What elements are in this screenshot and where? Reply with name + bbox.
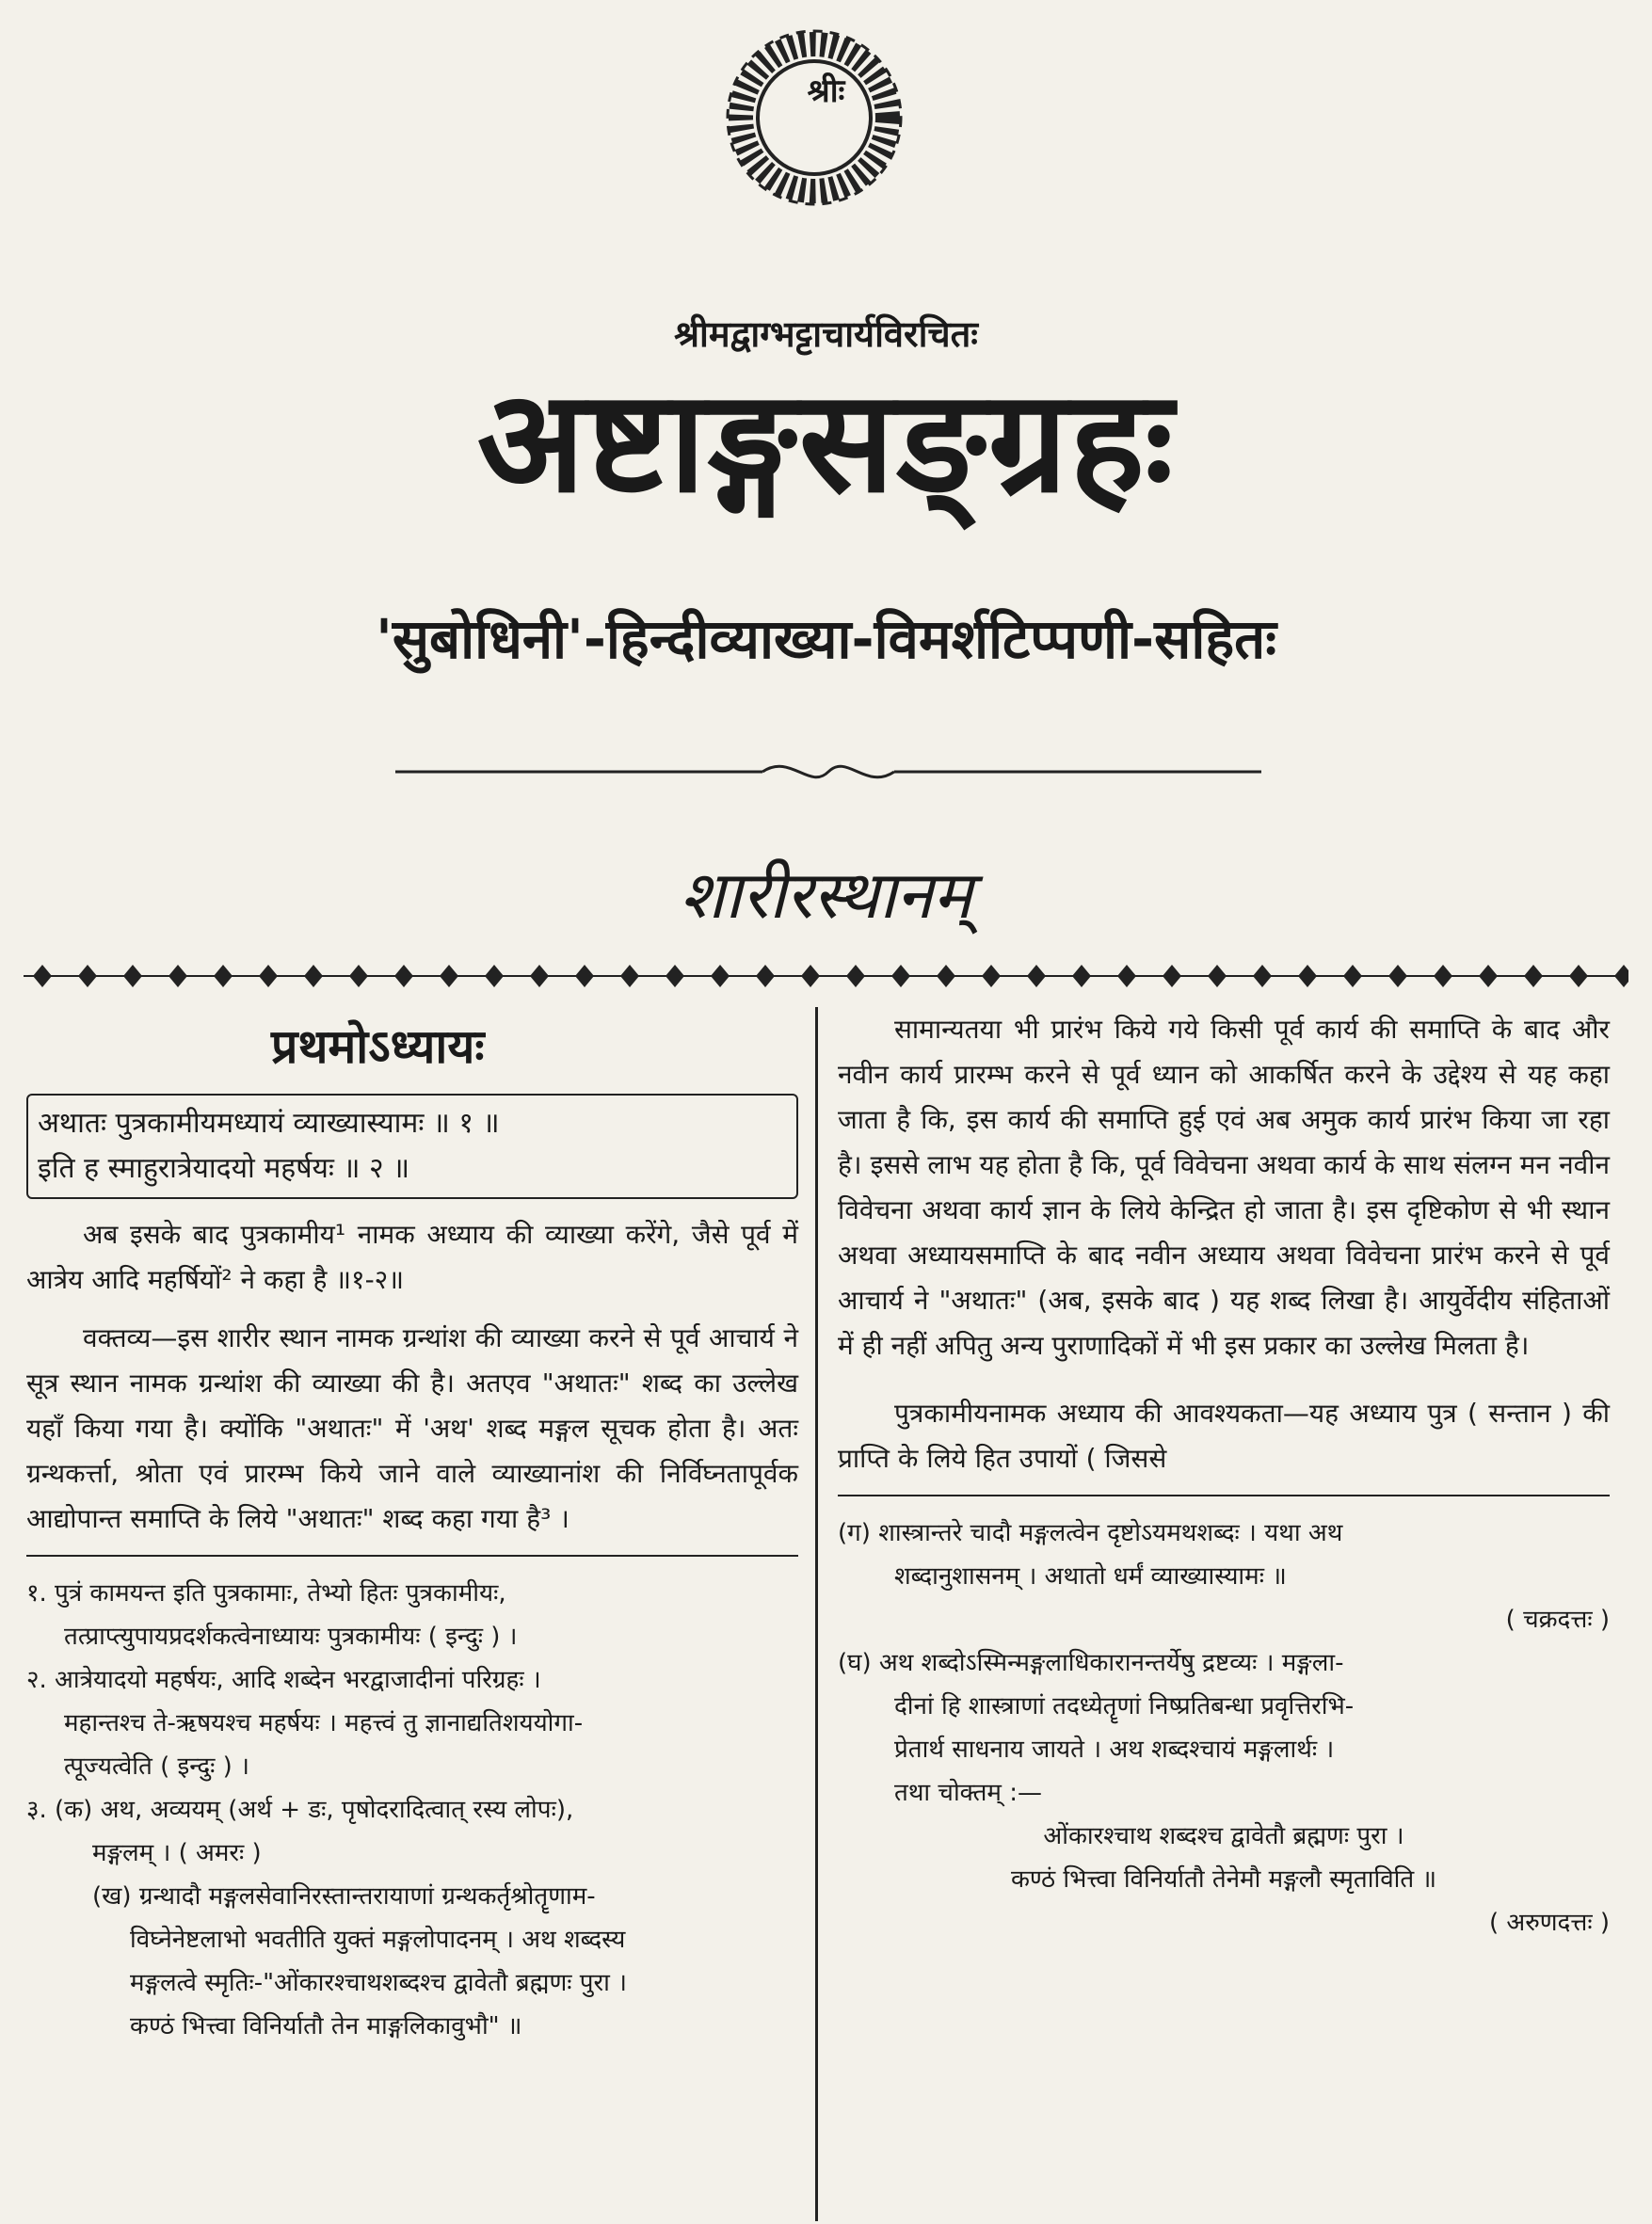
footnote-2-line-2: महान्तश्च ते-ऋषयश्च महर्षयः । महत्त्वं तु ज्ञानाद्यतिशययोगा-	[64, 1709, 584, 1737]
vine-leaf-icon	[982, 965, 1001, 987]
footnote-3-line-4: विघ्नेनेष्टलाभो भवतीति युक्तं मङ्गलोपादनम् । अथ शब्दस्य	[130, 1926, 626, 1954]
footnote-separator	[26, 1555, 798, 1557]
footnote-3-line-1: ३. (क) अथ, अव्ययम् (अर्थ + डः, पृषोदरादित्वात् रस्य लोपः),	[26, 1796, 574, 1824]
vine-leaf-icon	[304, 965, 323, 987]
vine-leaf-icon	[349, 965, 368, 987]
commentary-paragraph: वक्तव्य—इस शारीर स्थान नामक ग्रन्थांश की व्याख्या करने से पूर्व आचार्य ने सूत्र स्थान नामक ग्रन्थांश की व्याख्या की है। अतएव "अथातः" शब्द का उल्लेख यहाँ किया गया है। क्योंकि "अथातः" में 'अथ' शब्द मङ्गल सूचक होता है। अतः ग्रन्थकर्त्ता, श्रोता एवं प्रारम्भ किये जाने वाले व्याख्यानांश की निर्विघ्नतापूर्वक आद्योपान्त समाप्ति के लिये "अथातः" शब्द कहा गया है³ ।	[26, 1322, 798, 1534]
vine-leaf-icon	[168, 965, 187, 987]
vine-leaf-icon	[123, 965, 142, 987]
vine-leaf-icon	[1117, 965, 1136, 987]
vine-leaf-icon	[1524, 965, 1543, 987]
footnote-gha-verse-1: ओंकारश्चाथ शब्दश्च द्वावेतौ ब्रह्मणः पुरा ।	[1043, 1822, 1404, 1850]
vine-border-divider	[24, 956, 1628, 996]
vine-leaf-icon	[485, 965, 504, 987]
footnote-gha-line-2: दीनां हि शास्त्राणां तदध्येतॄणां निष्प्रतिबन्धा प्रवृत्तिरभि-	[894, 1692, 1355, 1720]
verse-1: अथातः पुत्रकामीयमध्यायं व्याख्यास्यामः ॥ १ ॥	[38, 1107, 500, 1140]
vine-leaf-icon	[1208, 965, 1227, 987]
vine-leaf-icon	[78, 965, 97, 987]
vine-leaf-icon	[1163, 965, 1181, 987]
vine-leaf-icon	[1343, 965, 1362, 987]
swash-divider	[395, 753, 1261, 791]
vine-leaf-icon	[711, 965, 730, 987]
footnote-gha-line-1: (घ) अथ शब्दोऽस्मिन्मङ्गलाधिकारानन्तर्येषु द्रष्टव्यः । मङ्गला-	[838, 1649, 1344, 1677]
vine-leaf-icon	[620, 965, 639, 987]
footnote-2-line-1: २. आत्रेयादयो महर्षयः, आदि शब्देन भरद्वाजादीनां परिग्रहः ।	[26, 1666, 541, 1694]
vine-leaf-icon	[756, 965, 775, 987]
vine-leaf-icon	[259, 965, 278, 987]
shri-heading: श्रीः	[807, 72, 845, 110]
footnote-ga-line-2: शब्दानुशासनम् । अथातो धर्मं व्याख्यास्यामः ॥	[894, 1562, 1287, 1591]
vine-leaf-icon	[1569, 965, 1588, 987]
right-paragraph-1: सामान्यतया भी प्रारंभ किये गये किसी पूर्व कार्य की समाप्ति के बाद और नवीन कार्य प्रारम्भ करने से पूर्व ध्यान को आकर्षित करने के उद्देश्य से यह कहा जाता है कि, इस कार्य की समाप्ति हुई एवं अब अमुक कार्य प्रारंभ किया जा रहा है। इससे लाभ यह होता है कि, पूर्व विवेचना अथवा कार्य के साथ संलग्न मन नवीन विवेचना अथवा कार्य ज्ञान के लिये केन्द्रित हो जाता है। इस दृष्टिकोण से भी स्थान अथवा अध्यायसमाप्ति के बाद नवीन अध्याय अथवा विवेचना प्रारंभ करने से पूर्व आचार्य ने "अथातः" (अब, इसके बाद ) यह शब्द लिखा है। आयुर्वेदीय संहिताओं में ही नहीं अपितु अन्य पुराणादिकों में भी इस प्रकार का उल्लेख मिलता है।	[838, 1014, 1610, 1361]
vine-leaf-icon	[33, 965, 52, 987]
footnote-ga-line-1: (ग) शास्त्रान्तरे चादौ मङ्गलत्वेन दृष्टोऽयमथशब्दः । यथा अथ	[838, 1519, 1343, 1547]
footnote-separator	[838, 1495, 1610, 1496]
vine-leaf-icon	[530, 965, 549, 987]
footnote-gha-line-3: प्रेतार्थ साधनाय जायते । अथ शब्दश्चायं मङ्गलार्थः ।	[894, 1736, 1335, 1764]
book-title: अष्टाङ्गसङ्ग्रहः	[476, 360, 1176, 524]
footnote-3-line-5: मङ्गलत्वे स्मृतिः-"ओंकारश्चाथशब्दश्च द्वावेतौ ब्रह्मणः पुरा ।	[130, 1969, 628, 1997]
vine-leaf-icon	[1072, 965, 1091, 987]
footnote-3-line-2: मङ्गलम् । ( अमरः )	[92, 1839, 262, 1867]
vine-leaf-icon	[440, 965, 458, 987]
right-paragraph-2: पुत्रकामीयनामक अध्याय की आवश्यकता—यह अध्याय पुत्र ( सन्तान ) की प्राप्ति के लिये हित उपायों ( जिससे	[838, 1398, 1610, 1474]
section-title: शारीरस्थानम्	[680, 856, 972, 934]
vine-leaf-icon	[1298, 965, 1317, 987]
vine-leaf-icon	[891, 965, 910, 987]
author-line: श्रीमद्वाग्भट्टाचार्यविरचितः	[674, 313, 978, 355]
footnote-3-line-6: कण्ठं भित्त्वा विनिर्यातौ तेन माङ्गलिकावुभौ" ॥	[130, 2012, 522, 2040]
footnote-ga-source: ( चक्रदत्तः )	[1505, 1606, 1610, 1634]
footnote-3-line-3: (ख) ग्रन्थादौ मङ्गलसेवानिरस्तान्तरायाणां ग्रन्थकर्तृश्रोतॄणाम-	[92, 1882, 596, 1911]
translation-paragraph: अब इसके बाद पुत्रकामीय¹ नामक अध्याय की व्याख्या करेंगे, जैसे पूर्व में आत्रेय आदि महर्षियों² ने कहा है ॥१-२॥	[26, 1219, 798, 1295]
vine-leaf-icon	[801, 965, 820, 987]
footnote-gha-source: ( अरुणदत्तः )	[1488, 1909, 1610, 1937]
footnote-gha-verse-2: कण्ठं भित्त्वा विनिर्यातौ तेनेमौ मङ्गलौ स्मृताविति ॥	[1010, 1865, 1437, 1894]
footnote-1-line-1: १. पुत्रं कामयन्त इति पुत्रकामाः, तेभ्यो हितः पुत्रकामीयः,	[26, 1579, 506, 1608]
right-column	[838, 1007, 1610, 1944]
footnote-2-line-3: त्पूज्यत्वेति ( इन्दुः ) ।	[64, 1752, 249, 1781]
book-subtitle: 'सुबोधिनी'-हिन्दीव्याख्या-विमर्शटिप्पणी-सहितः	[376, 607, 1276, 671]
vine-leaf-icon	[666, 965, 684, 987]
vine-leaf-icon	[846, 965, 865, 987]
footnote-1-line-2: तत्प्राप्त्युपायप्रदर्शकत्वेनाध्यायः पुत्रकामीयः ( इन्दुः ) ।	[64, 1623, 518, 1651]
vine-leaf-icon	[1388, 965, 1407, 987]
vine-leaf-icon	[214, 965, 233, 987]
vine-leaf-icon	[1027, 965, 1046, 987]
wreath-ornament-icon	[725, 28, 904, 207]
left-column	[26, 1007, 798, 2048]
vine-leaf-icon	[575, 965, 594, 987]
vine-leaf-icon	[1253, 965, 1272, 987]
vine-leaf-icon	[394, 965, 413, 987]
verse-2: इति ह स्माहुरात्रेयादयो महर्षयः ॥ २ ॥	[38, 1152, 410, 1185]
vine-leaf-icon	[937, 965, 955, 987]
footnote-gha-line-4: तथा चोक्तम् :—	[894, 1779, 1043, 1807]
vine-leaf-icon	[1479, 965, 1498, 987]
verse-box	[26, 1094, 798, 1199]
vine-leaf-icon	[1434, 965, 1452, 987]
vine-leaf-icon	[1614, 965, 1628, 987]
chapter-heading: प्रथमोऽध्यायः	[271, 1019, 485, 1074]
column-divider	[815, 1007, 818, 2221]
